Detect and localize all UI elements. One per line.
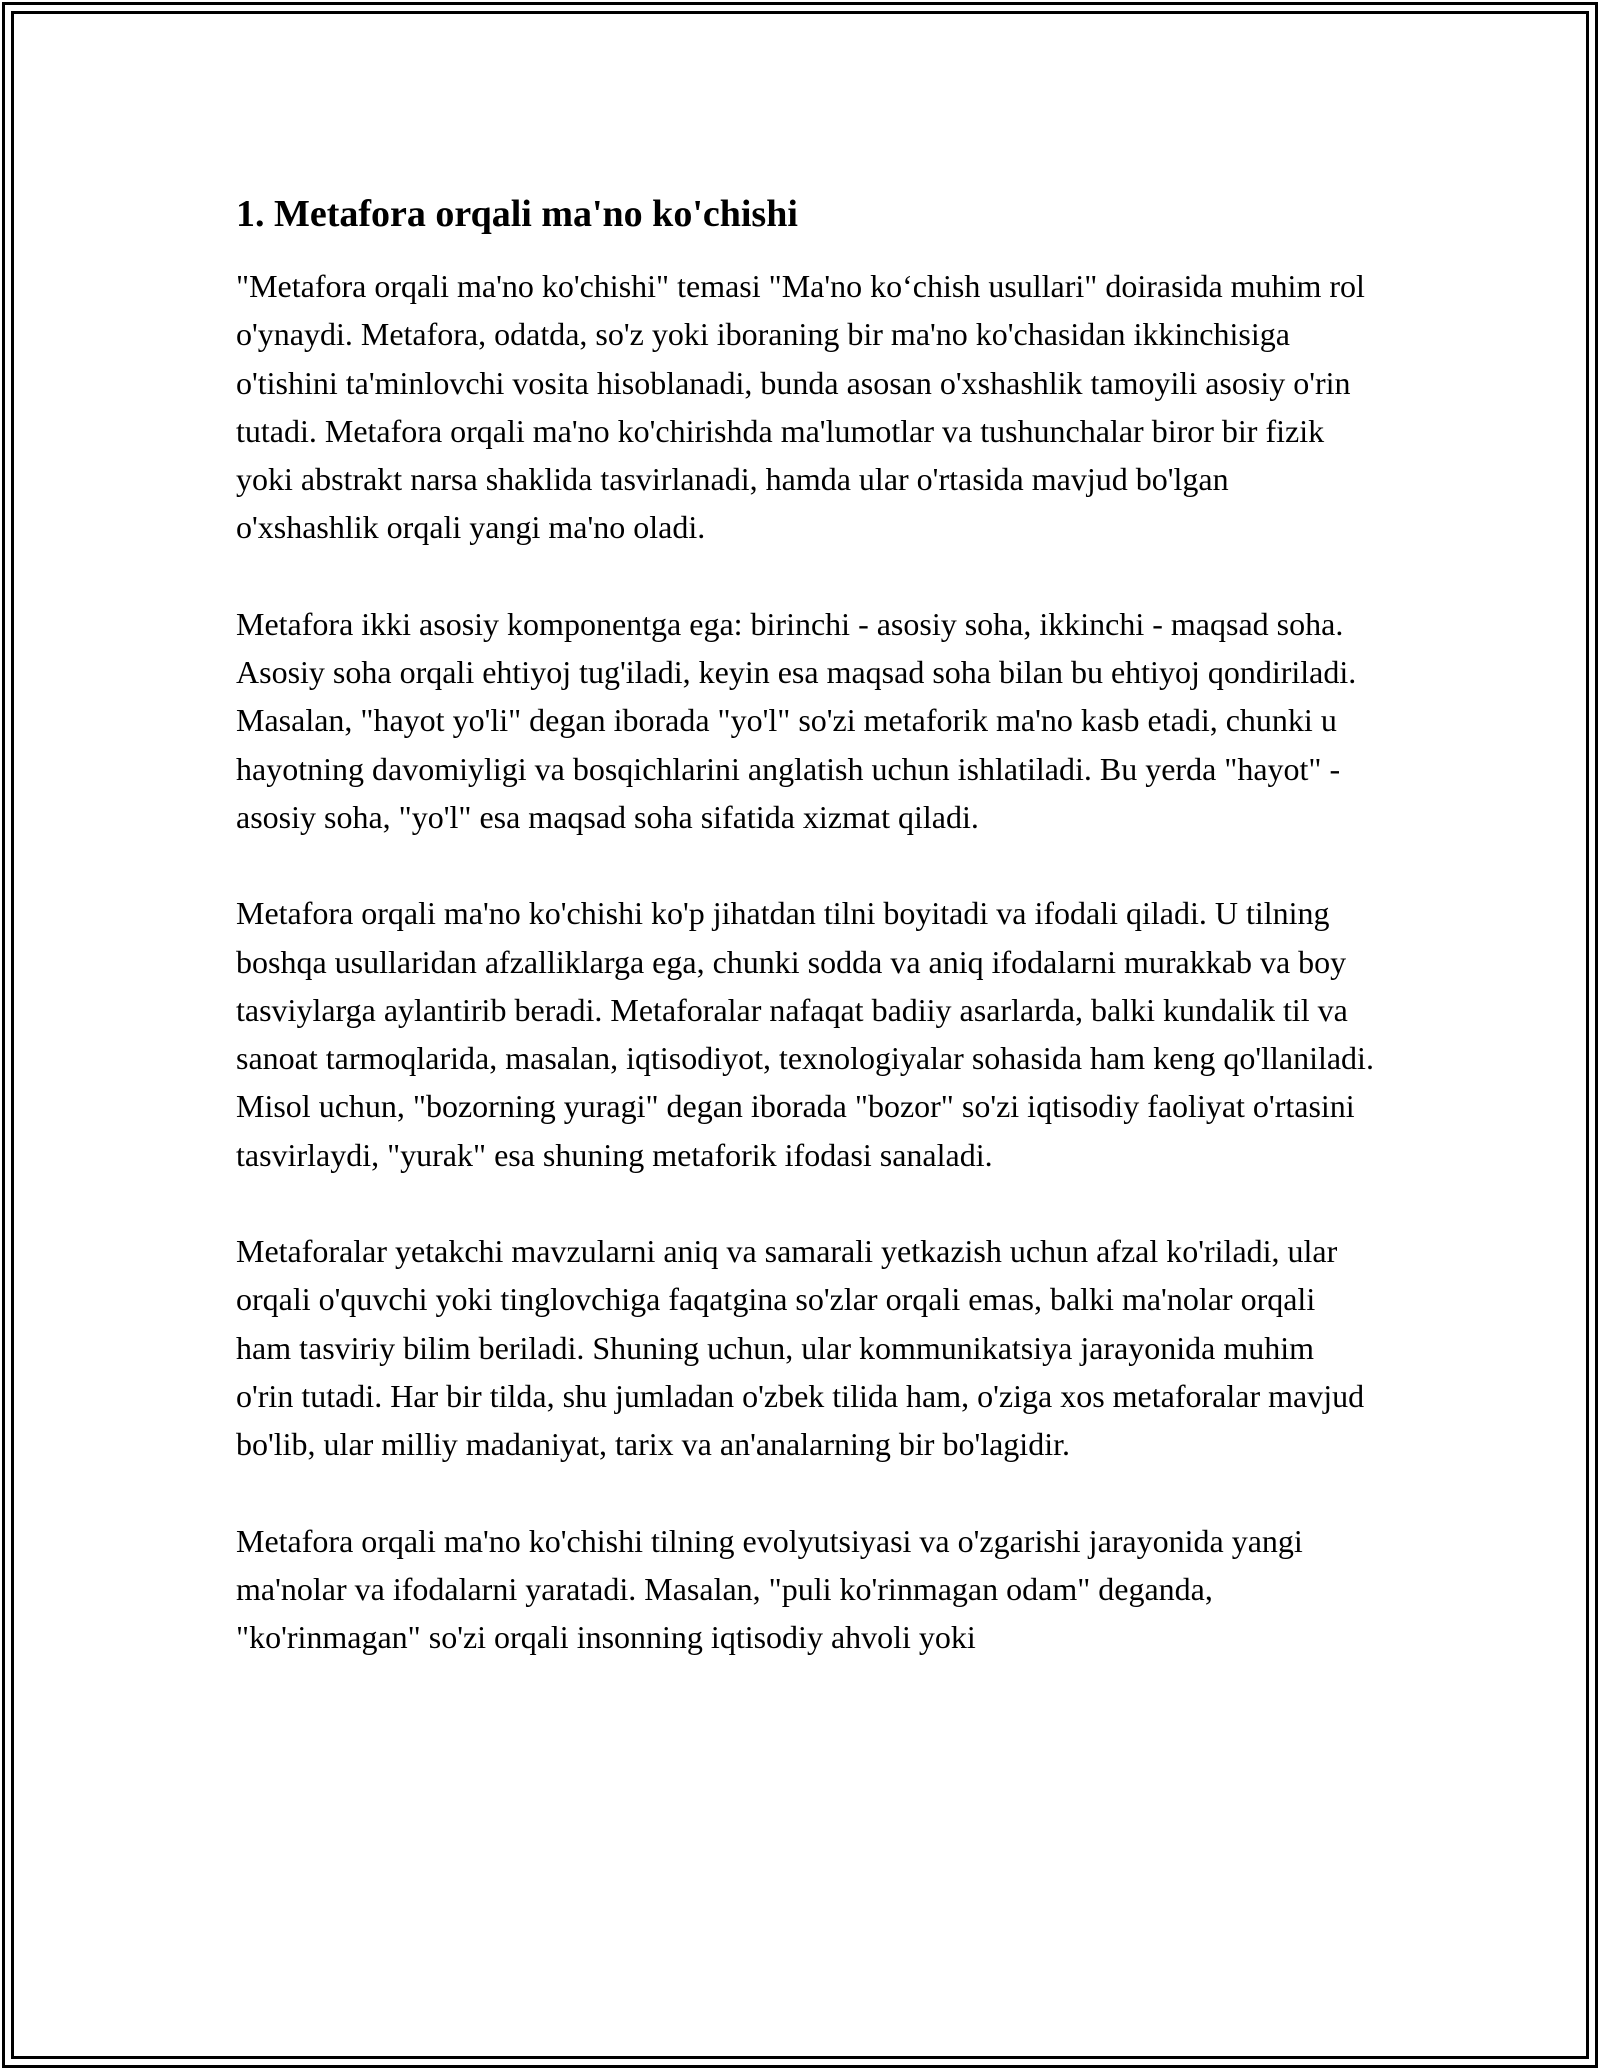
paragraph-5: Metafora orqali ma'no ko'chishi tilning evolyutsiyasi va o'zgarishi jarayonida yangi ma'nolar va ifodalarni yaratadi. Masalan, "puli ko'rinmagan odam" deganda, "ko'rinmagan" so'zi orqali insonning iqtisodiy ahvoli yoki — [236, 1522, 1303, 1656]
paragraph-3: Metafora orqali ma'no ko'chishi ko'p jihatdan tilni boyitadi va ifodali qiladi. U tilning boshqa usullaridan afzalliklarga ega, chunki sodda va aniq ifodalarni murakkab va boy tasviylarga aylantirib beradi. Metaforalar nafaqat badiiy asarlarda, balki kundalik til va sanoat tarmoqlarida, masalan, iqtisodiyot, texnologiyalar sohasida ham keng qo'llaniladi. Misol uchun, "bozorning yuragi" degan iborada "bozor" so'zi iqtisodiy faoliyat o'rtasini tasvirlaydi, "yurak" esa shuning metaforik ifodasi sanaladi. — [236, 895, 1374, 1173]
paragraph-2: Metafora ikki asosiy komponentga ega: birinchi - asosiy soha, ikkinchi - maqsad soha. Asosiy soha orqali ehtiyoj tug'iladi, keyin esa maqsad soha bilan bu ehtiyoj qondiriladi. Masalan, "hayot yo'li" degan iborada "yo'l" so'zi metaforik ma'no kasb etadi, chunki u hayotning davomiyligi va bosqichlarini anglatish uchun ishlatiladi. Bu yerda "hayot" - asosiy soha, "yo'l" esa maqsad soha sifatida xizmat qiladi. — [236, 605, 1357, 835]
document-body — [236, 188, 1376, 1709]
paragraph-4: Metaforalar yetakchi mavzularni aniq va samarali yetkazish uchun afzal ko'riladi, ular orqali o'quvchi yoki tinglovchiga faqatgina so'zlar orqali emas, balki ma'nolar orqali ham tasviriy bilim beriladi. Shuning uchun, ular kommunikatsiya jarayonida muhim o'rin tutadi. Har bir tilda, shu jumladan o'zbek tilida ham, o'ziga xos metaforalar mavjud bo'lib, ular milliy madaniyat, tarix va an'analarning bir bo'lagidir. — [236, 1233, 1365, 1463]
paragraph-1: "Metafora orqali ma'no ko'chishi" temasi "Ma'no ko‘chish usullari" doirasida muhim rol o'ynaydi. Metafora, odatda, so'z yoki iboraning bir ma'no ko'chasidan ikkinchisiga o'tishini ta'minlovchi vosita hisoblanadi, bunda asosan o'xshashlik tamoyili asosiy o'rin tutadi. Metafora orqali ma'no ko'chirishda ma'lumotlar va tushunchalar biror bir fizik yoki abstrakt narsa shaklida tasvirlanadi, hamda ular o'rtasida mavjud bo'lgan o'xshashlik orqali yangi ma'no oladi. — [236, 268, 1365, 546]
section-heading: 1. Metafora orqali ma'no ko'chishi — [236, 193, 798, 235]
